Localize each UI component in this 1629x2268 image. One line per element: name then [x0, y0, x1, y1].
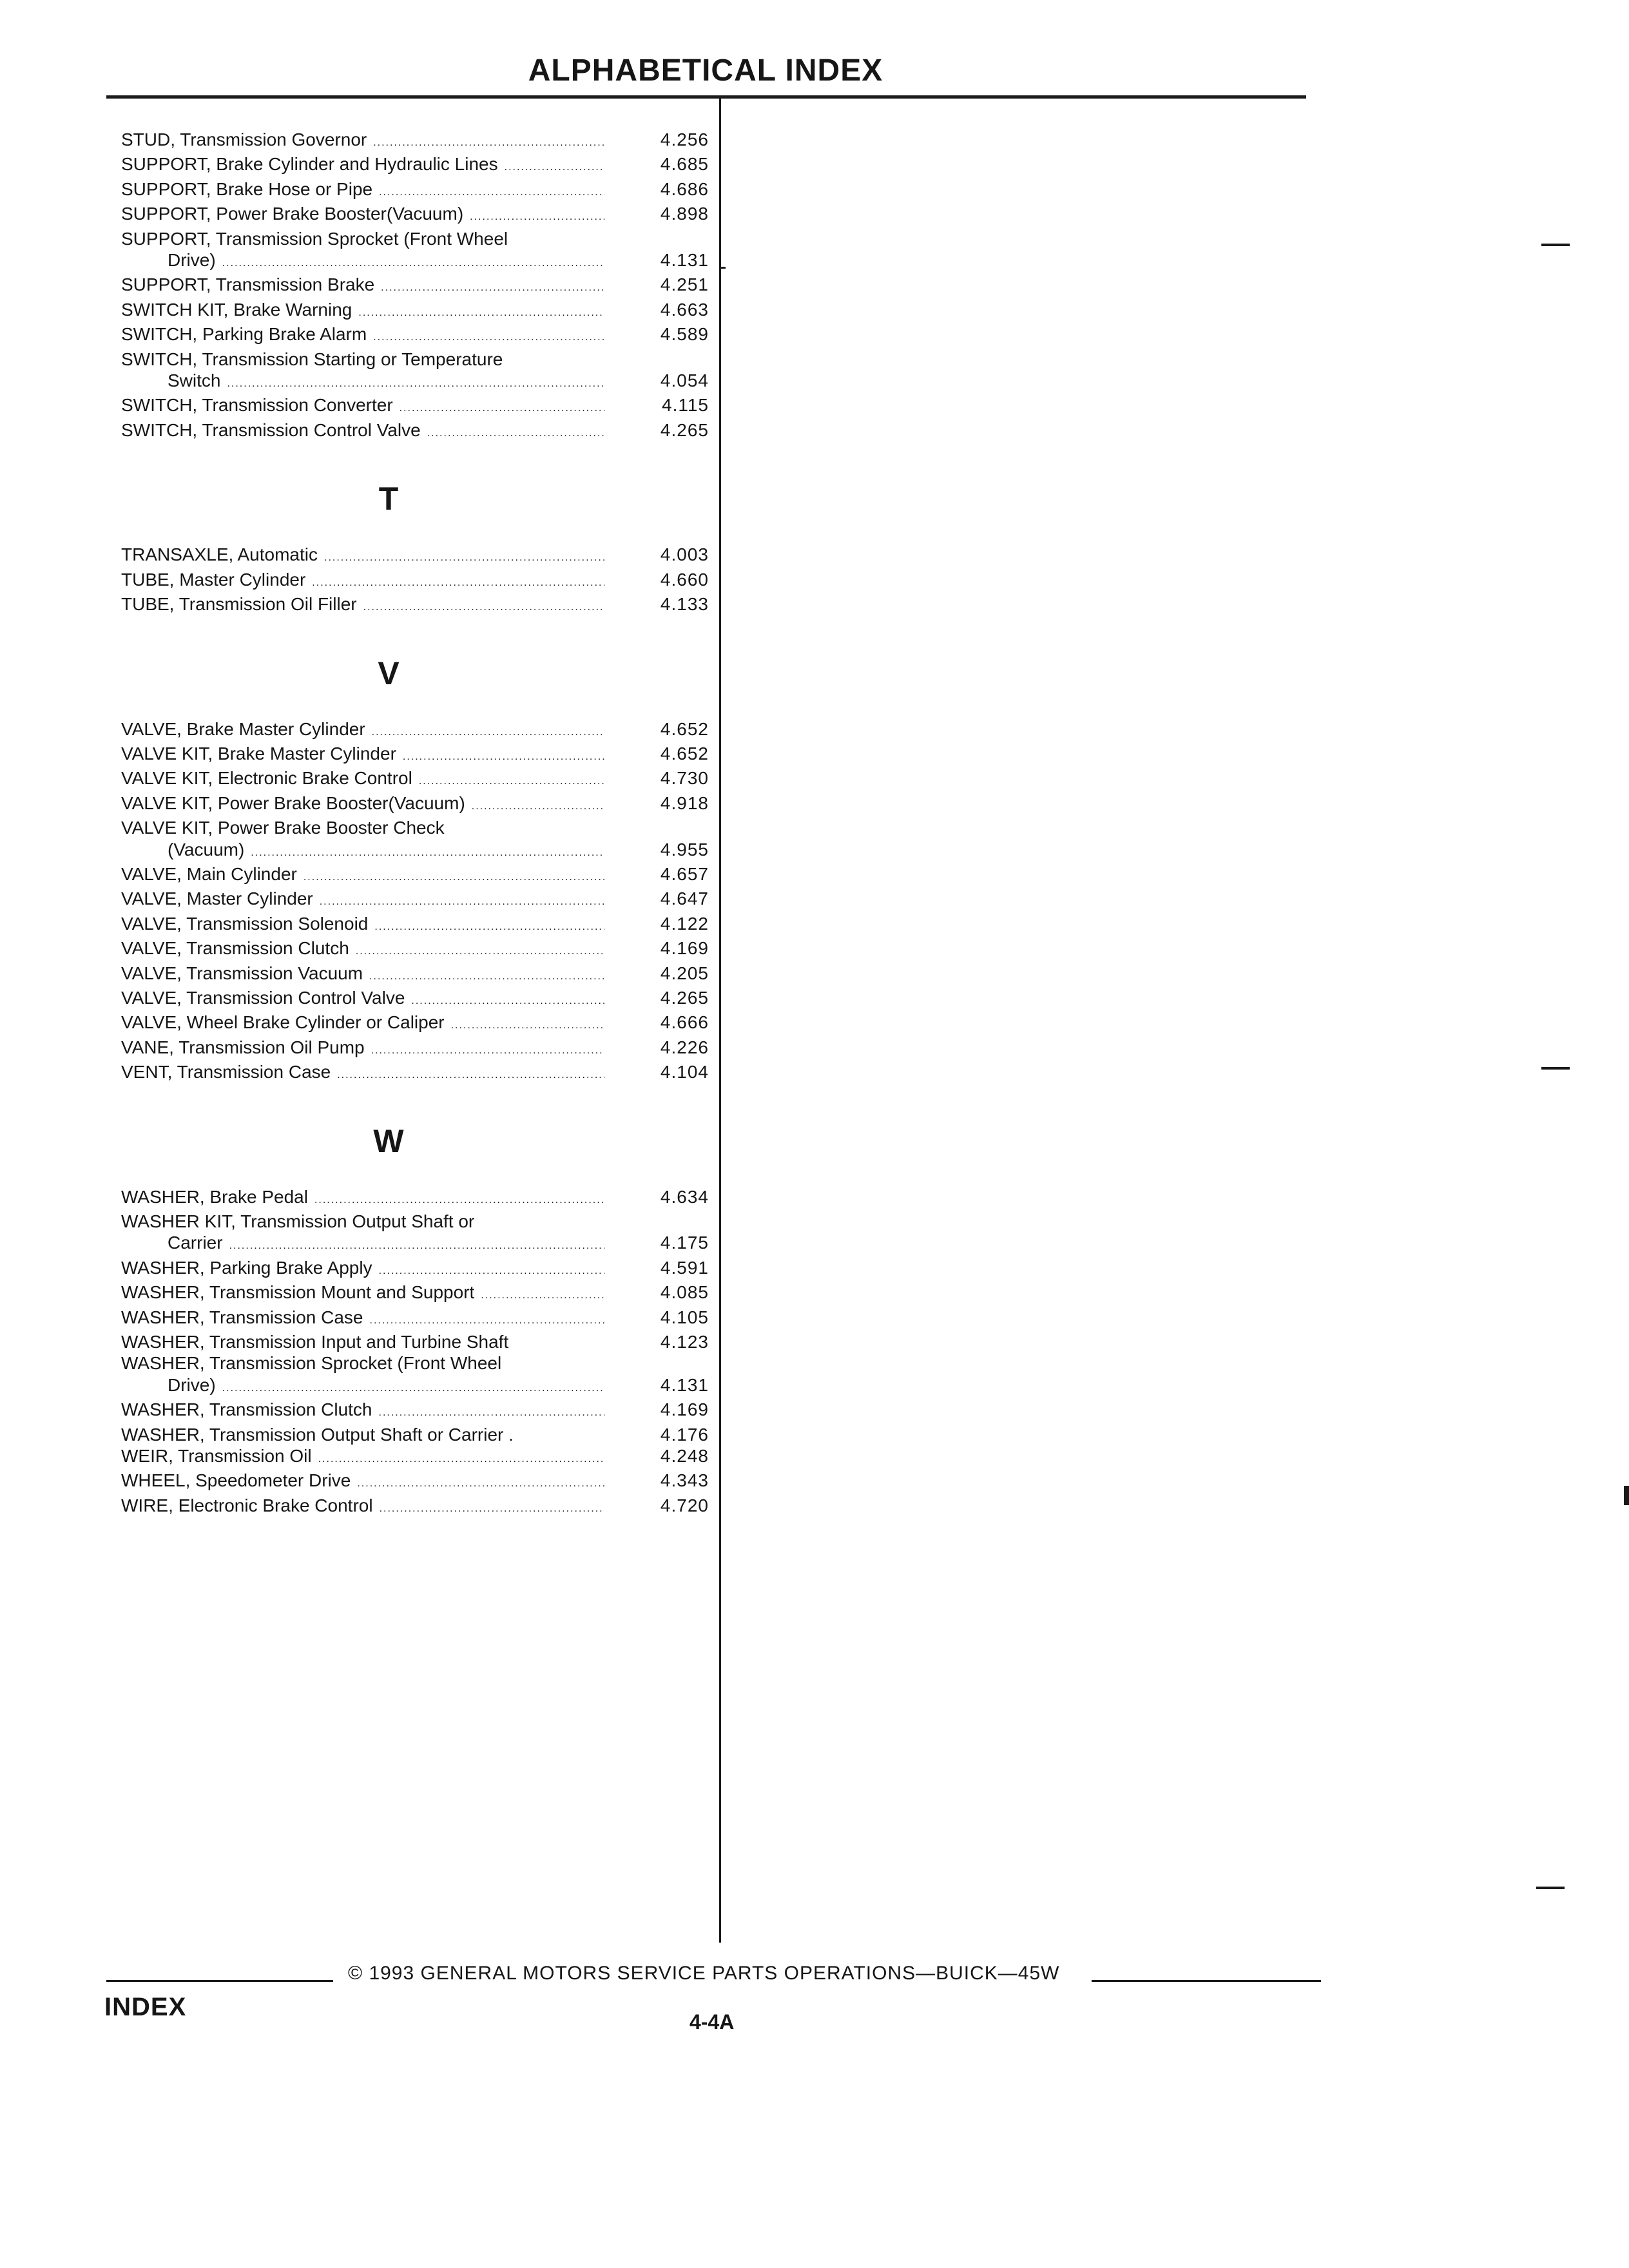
section-letter-heading: T [378, 481, 399, 517]
dot-leader [379, 1260, 604, 1282]
dot-leader [481, 1285, 604, 1306]
dot-leader [381, 277, 604, 298]
entry-page-number: 4.666 [660, 1012, 709, 1033]
entry-page-number: 4.685 [660, 154, 709, 175]
index-section [121, 619, 708, 1086]
entry-page-number: 4.660 [660, 569, 709, 590]
entry-page-number: 4.730 [660, 768, 709, 789]
index-entry [121, 274, 708, 298]
punch-mark [1536, 1887, 1565, 1889]
index-entry [121, 1307, 708, 1331]
index-entry [121, 1495, 708, 1519]
index-entry [121, 1061, 708, 1086]
dot-leader [470, 206, 604, 227]
entry-page-number: 4.898 [660, 204, 709, 224]
column-divider-tick [719, 267, 726, 269]
entry-page-number: 4.054 [660, 370, 709, 391]
index-entry [121, 793, 708, 817]
dot-leader [229, 1235, 604, 1256]
dot-leader [318, 1448, 604, 1470]
index-entry [121, 299, 708, 323]
dot-leader [427, 423, 604, 444]
entry-page-number: 4.652 [660, 743, 709, 764]
entry-text: VALVE, Master Cylinder [121, 889, 313, 909]
entry-text: WASHER, Transmission Mount and Support [121, 1282, 475, 1303]
entry-page-number: 4.003 [660, 544, 709, 565]
dot-leader [314, 1189, 604, 1211]
page-number: 4-4A [689, 2010, 735, 2033]
dot-leader [373, 327, 604, 348]
page-title: ALPHABETICAL INDEX [528, 53, 883, 88]
entry-text: STUD, Transmission Governor [121, 130, 367, 149]
index-entry [121, 963, 708, 987]
entry-text: WASHER, Transmission Clutch [121, 1399, 372, 1420]
index-section [121, 129, 708, 444]
entry-text: WASHER, Transmission Sprocket (Front Wheel [121, 1353, 502, 1374]
entry-text: VALVE, Transmission Clutch [121, 938, 349, 959]
entry-page-number: 4.343 [660, 1470, 709, 1491]
section-letter-heading: V [378, 655, 400, 691]
index-entry [121, 1282, 708, 1306]
section-label: INDEX [104, 1993, 187, 2021]
entry-page-number: 4.115 [662, 395, 709, 416]
footer-rule-right [1092, 1980, 1321, 1982]
entry-text: Carrier [168, 1233, 223, 1253]
dot-leader [400, 398, 604, 419]
index-entry [121, 1186, 708, 1211]
entry-page-number: 4.248 [660, 1446, 709, 1466]
entry-page-number: 4.176 [660, 1424, 709, 1445]
entry-text: VANE, Transmission Oil Pump [121, 1037, 365, 1057]
entry-text: SUPPORT, Transmission Brake [121, 274, 375, 295]
entry-text: Drive) [168, 1374, 216, 1395]
entry-text: WASHER, Transmission Input and Turbine Shaft [121, 1332, 509, 1352]
dot-leader [222, 1378, 604, 1399]
dot-leader [320, 891, 604, 912]
entry-text: WASHER, Transmission Output Shaft or Carrier . [121, 1424, 514, 1445]
entry-text: Drive) [168, 250, 216, 271]
punch-mark [1624, 1486, 1629, 1505]
entry-text: SUPPORT, Brake Hose or Pipe [121, 178, 373, 199]
footer-rule-left [106, 1980, 333, 1982]
entry-text: WEIR, Transmission Oil [121, 1446, 312, 1466]
entry-text: SWITCH, Transmission Converter [121, 395, 393, 416]
index-entry [121, 349, 708, 395]
entry-page-number: 4.634 [660, 1186, 709, 1207]
entry-page-number: 4.169 [660, 1399, 709, 1420]
column-divider [719, 99, 721, 1943]
entry-text: SUPPORT, Brake Cylinder and Hydraulic Lines [121, 154, 498, 175]
index-entry [121, 1331, 708, 1352]
index-column [121, 129, 708, 1519]
index-entry [121, 419, 708, 444]
dot-leader [337, 1064, 604, 1086]
dot-leader [371, 1040, 604, 1061]
entry-page-number: 4.251 [660, 274, 709, 295]
entry-text: WASHER KIT, Transmission Output Shaft or [121, 1211, 475, 1231]
dot-leader [356, 941, 604, 962]
index-entry [121, 1445, 708, 1470]
entry-text: WASHER, Parking Brake Apply [121, 1257, 372, 1278]
entry-text: VALVE, Transmission Control Valve [121, 987, 405, 1008]
dot-leader [227, 373, 604, 394]
dot-leader [379, 1402, 605, 1423]
entry-page-number: 4.131 [660, 1374, 709, 1395]
index-entry [121, 1399, 708, 1423]
entry-text: VENT, Transmission Case [121, 1062, 331, 1082]
header-rule [106, 95, 1306, 99]
entry-text: VALVE KIT, Power Brake Booster(Vacuum) [121, 793, 465, 813]
index-entry [121, 1257, 708, 1282]
entry-page-number: 4.175 [660, 1233, 709, 1253]
entry-page-number: 4.265 [660, 987, 709, 1008]
entry-text: WHEEL, Speedometer Drive [121, 1470, 351, 1491]
dot-leader [411, 990, 604, 1012]
index-entry [121, 817, 708, 863]
entry-page-number: 4.589 [660, 324, 709, 345]
index-section [121, 1086, 708, 1520]
entry-text: VALVE, Wheel Brake Cylinder or Caliper [121, 1012, 445, 1033]
index-entry [121, 569, 708, 593]
index-entry [121, 178, 708, 203]
entry-text: SWITCH KIT, Brake Warning [121, 299, 352, 320]
index-entry [121, 1470, 708, 1494]
entry-page-number: 4.131 [660, 250, 709, 271]
entry-page-number: 4.205 [660, 963, 709, 983]
index-entry [121, 1424, 708, 1445]
entry-page-number: 4.686 [660, 178, 709, 199]
dot-leader [419, 771, 604, 792]
entry-text: TUBE, Master Cylinder [121, 569, 306, 590]
index-entry [121, 593, 708, 618]
entry-page-number: 4.647 [660, 889, 709, 909]
dot-leader [370, 1310, 605, 1331]
dot-leader [324, 547, 604, 568]
entry-page-number: 4.104 [660, 1062, 709, 1082]
dot-leader [403, 746, 604, 767]
punch-mark [1541, 244, 1570, 246]
entry-page-number: 4.256 [660, 130, 709, 149]
entry-page-number: 4.918 [660, 793, 709, 813]
index-entry [121, 767, 708, 792]
entry-page-number: 4.652 [660, 718, 709, 739]
entry-text: WASHER, Brake Pedal [121, 1186, 308, 1207]
copyright-notice: © 1993 GENERAL MOTORS SERVICE PARTS OPERATIONS—BUICK—45W [348, 1963, 1060, 1984]
entry-text: SWITCH, Transmission Control Valve [121, 419, 421, 440]
index-entry [121, 913, 708, 937]
dot-leader [304, 867, 604, 888]
entry-page-number: 4.169 [660, 938, 709, 959]
entry-text: WASHER, Transmission Case [121, 1307, 363, 1327]
entry-text: SUPPORT, Transmission Sprocket (Front Wheel [121, 228, 508, 249]
entry-page-number: 4.663 [660, 299, 709, 320]
entry-page-number: 4.105 [660, 1307, 709, 1327]
index-entry [121, 863, 708, 888]
entry-page-number: 4.226 [660, 1037, 709, 1057]
index-entry [121, 544, 708, 568]
entry-page-number: 4.133 [660, 594, 709, 615]
entry-text: VALVE, Transmission Vacuum [121, 963, 363, 983]
index-entry [121, 888, 708, 912]
index-entry [121, 394, 708, 419]
dot-leader [369, 966, 604, 987]
entry-page-number: 4.123 [660, 1332, 709, 1352]
dot-leader [251, 842, 604, 863]
entry-text: VALVE KIT, Power Brake Booster Check [121, 818, 445, 838]
dot-leader [312, 572, 604, 593]
dot-leader [373, 132, 604, 153]
index-entry [121, 987, 708, 1012]
entry-text: TRANSAXLE, Automatic [121, 544, 318, 565]
dot-leader [451, 1015, 604, 1036]
entry-text: Switch [168, 370, 221, 391]
entry-text: WIRE, Electronic Brake Control [121, 1495, 373, 1515]
punch-mark [1541, 1067, 1570, 1070]
index-section [121, 444, 708, 618]
index-entry [121, 129, 708, 153]
entry-page-number: 4.085 [660, 1282, 709, 1303]
index-entry [121, 743, 708, 767]
index-entry [121, 153, 708, 178]
entry-text: SWITCH, Transmission Starting or Temperature [121, 349, 503, 369]
index-entry [121, 1352, 708, 1399]
entry-text: VALVE KIT, Electronic Brake Control [121, 768, 412, 789]
dot-leader [222, 253, 604, 274]
entry-text: VALVE, Main Cylinder [121, 863, 297, 884]
dot-leader [380, 1498, 604, 1519]
entry-text: VALVE, Transmission Solenoid [121, 913, 369, 934]
index-entry [121, 203, 708, 227]
entry-text: SWITCH, Parking Brake Alarm [121, 324, 367, 345]
entry-text: (Vacuum) [168, 839, 245, 860]
entry-text: SUPPORT, Power Brake Booster(Vacuum) [121, 204, 464, 224]
index-entry [121, 323, 708, 348]
entry-page-number: 4.591 [660, 1257, 709, 1278]
index-entry [121, 718, 708, 743]
dot-leader [379, 182, 604, 203]
section-letter-heading: W [373, 1122, 404, 1159]
index-entry [121, 1211, 708, 1257]
index-entry [121, 228, 708, 274]
dot-leader [472, 796, 604, 817]
dot-leader [358, 302, 604, 323]
entry-text: VALVE KIT, Brake Master Cylinder [121, 743, 396, 764]
dot-leader [372, 722, 604, 743]
index-entry [121, 937, 708, 962]
entry-page-number: 4.122 [660, 913, 709, 934]
dot-leader [357, 1473, 604, 1494]
entry-page-number: 4.955 [660, 839, 709, 860]
entry-page-number: 4.657 [660, 863, 709, 884]
index-entry [121, 1012, 708, 1036]
dot-leader [363, 597, 604, 618]
entry-page-number: 4.265 [660, 419, 709, 440]
entry-text: VALVE, Brake Master Cylinder [121, 718, 365, 739]
entry-page-number: 4.720 [660, 1495, 709, 1515]
entry-text: TUBE, Transmission Oil Filler [121, 594, 357, 615]
dot-leader [374, 916, 604, 937]
index-entry [121, 1037, 708, 1061]
dot-leader [505, 157, 604, 178]
